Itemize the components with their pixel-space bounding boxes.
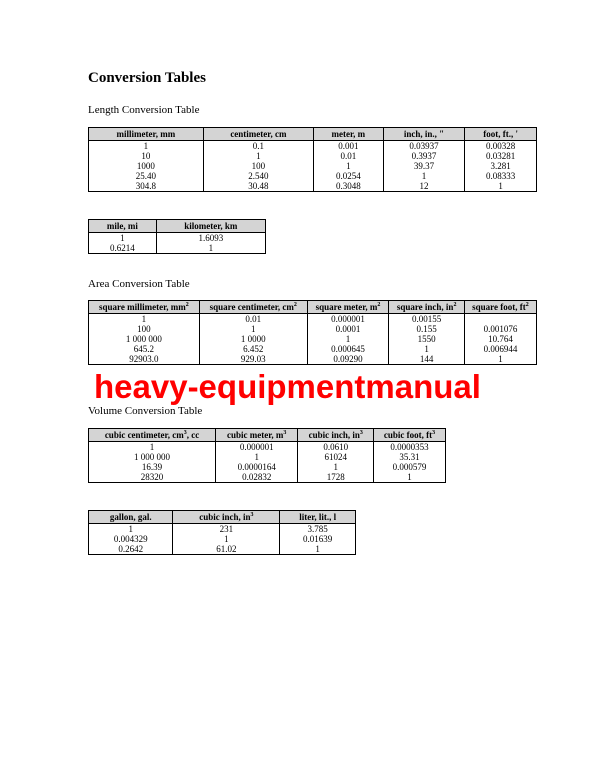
table-row [89, 544, 356, 555]
table-cell: 1 [298, 462, 374, 472]
table-row [89, 442, 446, 453]
table-row [89, 314, 537, 325]
table-row [89, 141, 537, 152]
table-cell: 1 000 000 [89, 452, 216, 462]
table-cell: 0.3048 [314, 181, 384, 192]
header-label: cubic centimeter, cm [104, 430, 184, 440]
watermark-text: heavy-equipmentmanual [94, 368, 481, 405]
table-cell: 61024 [298, 452, 374, 462]
table-row [89, 452, 446, 462]
table-row [89, 472, 446, 483]
table-cell: 645.2 [89, 344, 200, 354]
length-conversion-table [88, 127, 537, 192]
table-cell: 929.03 [199, 354, 307, 365]
table-cell: 1 [156, 243, 265, 254]
table-cell: 6.452 [199, 344, 307, 354]
table-cell: 0.000579 [374, 462, 446, 472]
table-cell: 35.31 [374, 452, 446, 462]
table-cell: 0.3937 [383, 151, 465, 161]
table-row [89, 524, 356, 535]
table-cell: 0.01639 [280, 534, 356, 544]
table-cell: 1.6093 [156, 233, 265, 244]
table-cell: 1 0000 [199, 334, 307, 344]
table-cell: 28320 [89, 472, 216, 483]
header-superscript: 3 [432, 430, 436, 436]
table-cell: 39.37 [383, 161, 465, 171]
header-label: square foot, ft [472, 302, 526, 312]
table-cell: 0.03937 [383, 141, 465, 152]
volume-conversion-table [88, 428, 446, 483]
table-cell [464, 314, 536, 325]
table-cell: 0.01 [314, 151, 384, 161]
table-cell: 1 [383, 171, 465, 181]
column-header: kilometer, km [156, 220, 265, 233]
header-superscript: 2 [453, 302, 457, 308]
table-row [89, 151, 537, 161]
column-header [464, 301, 536, 314]
table-cell: 0.000001 [307, 314, 389, 325]
column-header [173, 511, 280, 524]
header-superscript: 3 [183, 430, 187, 436]
table-cell: 0.1 [203, 141, 313, 152]
table-cell: 1000 [89, 161, 204, 171]
area-section-heading: Area Conversion Table [88, 278, 190, 290]
table-cell: 144 [389, 354, 465, 365]
table-cell: 2.540 [203, 171, 313, 181]
table-cell: 0.0610 [298, 442, 374, 453]
table-cell: 0.001076 [464, 324, 536, 334]
header-superscript: 2 [377, 302, 381, 308]
table-row [89, 334, 537, 344]
volume-section-heading: Volume Conversion Table [88, 405, 203, 417]
table-cell: 100 [89, 324, 200, 334]
table-cell: 0.000645 [307, 344, 389, 354]
header-label: cubic inch, in [308, 430, 360, 440]
header-label: square inch, in [396, 302, 454, 312]
column-header: centimeter, cm [203, 128, 313, 141]
column-header [89, 301, 200, 314]
distance-conversion-table [88, 219, 266, 254]
table-row [89, 181, 537, 192]
column-header: inch, in., " [383, 128, 465, 141]
header-superscript: 3 [359, 430, 363, 436]
table-cell: 0.0000353 [374, 442, 446, 453]
table-cell: 0.09290 [307, 354, 389, 365]
header-superscript: 2 [293, 302, 297, 308]
table-row [89, 243, 266, 254]
table-cell: 0.6214 [89, 243, 157, 254]
table-cell: 0.001 [314, 141, 384, 152]
column-header [216, 429, 298, 442]
column-header: meter, m [314, 128, 384, 141]
table-cell: 0.2642 [89, 544, 173, 555]
table-row [89, 171, 537, 181]
table-cell: 1550 [389, 334, 465, 344]
table-cell: 1 [89, 524, 173, 535]
table-cell: 1 [307, 334, 389, 344]
table-row [89, 161, 537, 171]
table-cell: 25.40 [89, 171, 204, 181]
column-header [199, 301, 307, 314]
header-label: cubic inch, in [199, 512, 251, 522]
table-cell: 3.785 [280, 524, 356, 535]
table-cell: 0.03281 [465, 151, 537, 161]
table-row [89, 462, 446, 472]
column-header [89, 511, 173, 524]
column-header [389, 301, 465, 314]
table-row [89, 233, 266, 244]
table-cell: 0.000001 [216, 442, 298, 453]
table-cell: 0.08333 [465, 171, 537, 181]
column-header: foot, ft., ' [465, 128, 537, 141]
column-header: mile, mi [89, 220, 157, 233]
header-suffix: , cc [186, 430, 200, 440]
table-cell: 0.00328 [465, 141, 537, 152]
table-cell: 1 [216, 452, 298, 462]
area-conversion-table [88, 300, 537, 365]
table-cell: 61.02 [173, 544, 280, 555]
table-cell: 0.155 [389, 324, 465, 334]
column-header: millimeter, mm [89, 128, 204, 141]
table-cell: 1 [89, 141, 204, 152]
column-header [89, 429, 216, 442]
column-header [298, 429, 374, 442]
table-cell: 0.0000164 [216, 462, 298, 472]
header-superscript: 2 [525, 302, 529, 308]
table-cell: 0.00155 [389, 314, 465, 325]
table-cell: 231 [173, 524, 280, 535]
table-cell: 0.0254 [314, 171, 384, 181]
table-cell: 0.006944 [464, 344, 536, 354]
table-cell: 1 [374, 472, 446, 483]
table-cell: 1728 [298, 472, 374, 483]
table-cell: 0.004329 [89, 534, 173, 544]
column-header [374, 429, 446, 442]
table-cell: 10.764 [464, 334, 536, 344]
table-cell: 12 [383, 181, 465, 192]
table-cell: 0.02832 [216, 472, 298, 483]
table-cell: 1 [465, 181, 537, 192]
table-cell: 1 [280, 544, 356, 555]
table-cell: 0.01 [199, 314, 307, 325]
table-cell: 1 [464, 354, 536, 365]
header-label: square meter, m [315, 302, 378, 312]
page-title: Conversion Tables [88, 70, 206, 86]
table-row [89, 354, 537, 365]
table-cell: 1 [389, 344, 465, 354]
table-row [89, 344, 537, 354]
length-section-heading: Length Conversion Table [88, 104, 200, 116]
table-cell: 1 [314, 161, 384, 171]
table-cell: 1 [89, 442, 216, 453]
column-header [280, 511, 356, 524]
table-cell: 1 [173, 534, 280, 544]
table-cell: 1 000 000 [89, 334, 200, 344]
table-cell: 100 [203, 161, 313, 171]
table-cell: 1 [203, 151, 313, 161]
table-cell: 16.39 [89, 462, 216, 472]
table-cell: 92903.0 [89, 354, 200, 365]
table-row [89, 534, 356, 544]
table-cell: 1 [89, 314, 200, 325]
header-label: square centimeter, cm [209, 302, 294, 312]
header-label: gallon, gal. [109, 512, 152, 522]
header-label: liter, lit., l [299, 512, 337, 522]
table-row [89, 324, 537, 334]
liquid-volume-conversion-table [88, 510, 356, 555]
table-cell: 10 [89, 151, 204, 161]
table-cell: 304.8 [89, 181, 204, 192]
header-label: cubic foot, ft [383, 430, 433, 440]
table-cell: 30.48 [203, 181, 313, 192]
column-header [307, 301, 389, 314]
table-cell: 1 [199, 324, 307, 334]
header-superscript: 2 [185, 302, 189, 308]
table-cell: 0.0001 [307, 324, 389, 334]
header-superscript: 3 [283, 430, 287, 436]
header-label: cubic meter, m [226, 430, 284, 440]
table-cell: 3.281 [465, 161, 537, 171]
header-label: square millimeter, mm [99, 302, 186, 312]
header-superscript: 3 [250, 512, 254, 518]
table-cell: 1 [89, 233, 157, 244]
